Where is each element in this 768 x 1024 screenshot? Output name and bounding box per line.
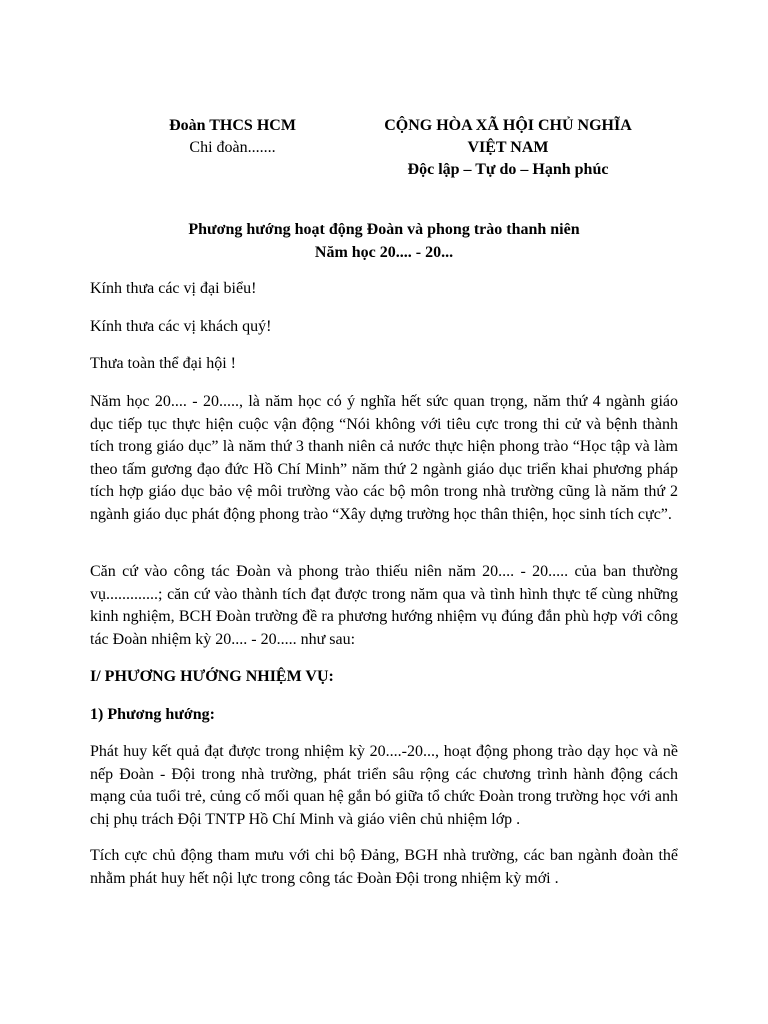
- national-motto: Độc lập – Tự do – Hạnh phúc: [407, 161, 609, 178]
- title-line1: Phương hướng hoạt động Đoàn và phong trào thanh niên: [188, 221, 580, 238]
- direction-paragraph: Phát huy kết quả đạt được trong nhiệm kỳ 20....-20..., hoạt động phong trào dạy học và nề nếp Đoàn - Đội trong nhà trường, phát triển sâu rộng các chương trình hành động cách mạng của tuổi trẻ, củng cố mối quan hệ gắn bó giữa tổ chức Đoàn trong trường học với anh chị phụ trách Đội TNTP Hồ Chí Minh và giáo viên chủ nhiệm lớp .: [90, 743, 678, 828]
- basis-paragraph: Căn cứ vào công tác Đoàn và phong trào thiếu niên năm 20.... - 20..... của ban thường vụ.............; căn cứ vào thành tích đạt được trong năm qua và tình hình thực tế cùng những kinh nghiệm, BCH Đoàn trường đề ra phương hướng nhiệm vụ đúng đắn phù hợp với công tác Đoàn nhiệm kỳ 20.... - 20..... như sau:: [90, 563, 678, 648]
- title-line2: Năm học 20.... - 20...: [314, 244, 454, 261]
- initiative-paragraph: Tích cực chủ động tham mưu với chi bộ Đảng, BGH nhà trường, các ban ngành đoàn thể nhằm phát huy hết nội lực trong công tác Đoàn Đội trong nhiệm kỳ mới .: [90, 847, 678, 887]
- greeting-guests: Kính thưa các vị khách quý!: [90, 318, 272, 335]
- section-heading: I/ PHƯƠNG HƯỚNG NHIỆM VỤ:: [90, 668, 334, 685]
- greeting-congress: Thưa toàn thể đại hội !: [90, 355, 236, 372]
- document-title: [90, 218, 678, 264]
- national-motto-header: [372, 115, 644, 181]
- greeting-delegates: Kính thưa các vị đại biểu!: [90, 280, 257, 297]
- subsection-heading: 1) Phương hướng:: [90, 706, 215, 723]
- country-name-line1: CỘNG HÒA XÃ HỘI CHỦ NGHĨA: [384, 117, 632, 134]
- organization-name: Đoàn THCS HCM: [169, 117, 296, 134]
- branch-name: Chi đoàn.......: [189, 139, 276, 156]
- intro-paragraph: Năm học 20.... - 20....., là năm học có ý nghĩa hết sức quan trọng, năm thứ 4 ngành giáo dục tiếp tục thực hiện cuộc vận động “Nói không với tiêu cực trong thi cử và bệnh thành tích trong giáo dục” là năm thứ 3 thanh niên cả nước thực hiện phong trào “Học tập và làm theo tấm gương đạo đức Hồ Chí Minh” năm thứ 2 ngành giáo dục triển khai phương pháp tích hợp giáo dục bảo vệ môi trường vào các bộ môn trong nhà trường cũng là năm thứ 2 ngành giáo dục phát động phong trào “Xây dựng trường học thân thiện, học sinh tích cực”.: [90, 393, 678, 523]
- country-name-line2: VIỆT NAM: [467, 139, 549, 156]
- organization-header: [150, 115, 315, 159]
